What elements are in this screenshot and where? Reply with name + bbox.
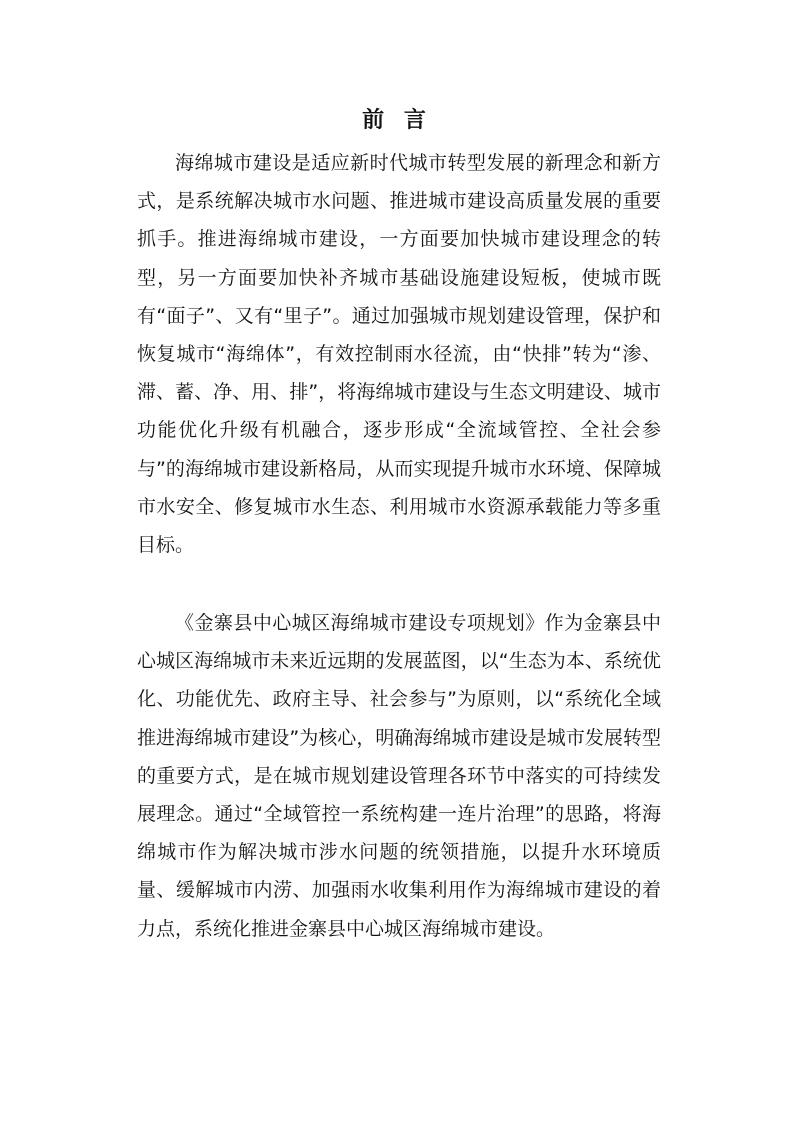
paragraph-1: 海绵城市建设是适应新时代城市转型发展的新理念和新方式，是系统解决城市水问题、推进城市建设高质量发展的重要抓手。推进海绵城市建设，一方面要加快城市建设理念的转型，另一方面要加快补齐城市基础设施建设短板，使城市既有“面子”、又有“里子”。通过加强城市规划建设管理，保护和恢复城市“海绵体”，有效控制雨水径流，由“快排”转为“渗、滞、蓄、净、用、排”，将海绵城市建设与生态文明建设、城市功能优化升级有机融合，逐步形成“全流域管控、全社会参与”的海绵城市建设新格局，从而实现提升城市水环境、保障城市水安全、修复城市水生态、利用城市水资源承载能力等多重目标。 [137,152,661,557]
page-title: 前 言 [362,108,432,133]
paragraph-2: 《金寨县中心城区海绵城市建设专项规划》作为金寨县中心城区海绵城市未来近远期的发展蓝图，以“生态为本、系统优化、功能优先、政府主导、社会参与”为原则，以“系统化全域推进海绵城市建设”为核心，明确海绵城市建设是城市发展转型的重要方式，是在城市规划建设管理各环节中落实的可持续发展理念。通过“全域管控一系统构建一连片治理”的思路，将海绵城市作为解决城市涉水问题的统领措施，以提升水环境质量、缓解城市内涝、加强雨水收集利用作为海绵城市建设的着力点，系统化推进金寨县中心城区海绵城市建设。 [137,612,661,940]
